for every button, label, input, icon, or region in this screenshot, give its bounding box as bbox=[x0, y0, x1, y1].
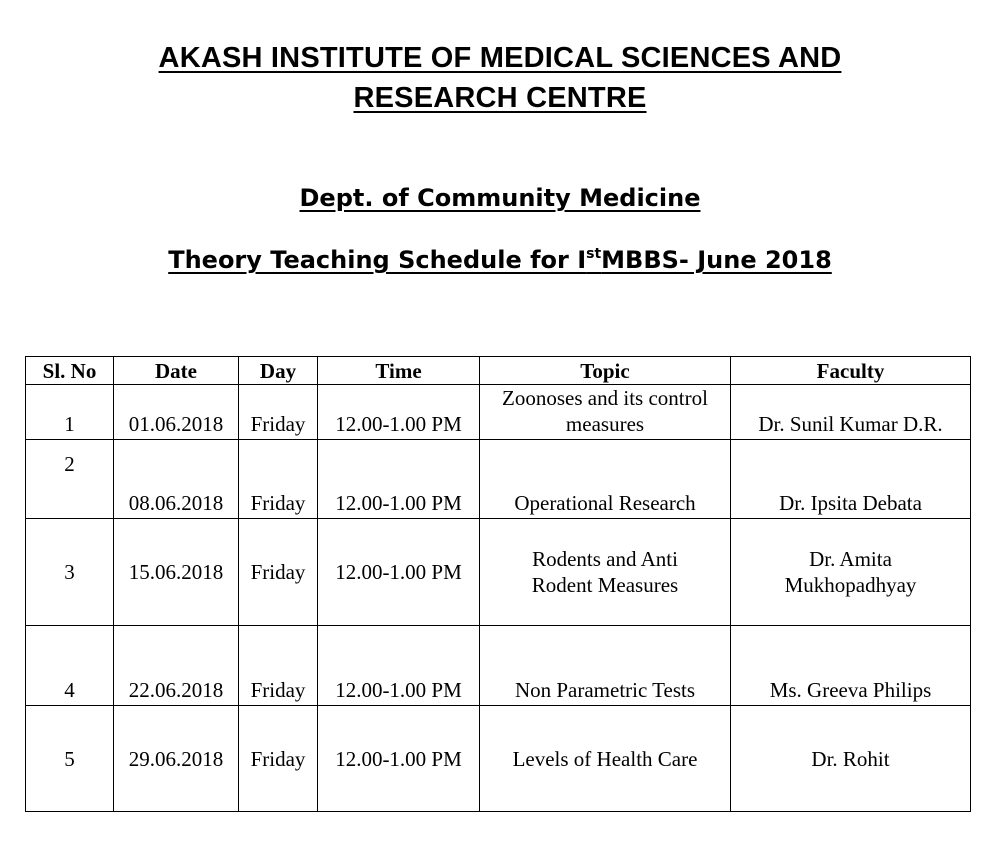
table-row bbox=[26, 519, 971, 626]
cell-faculty bbox=[731, 706, 971, 812]
cell-faculty-line1: Dr. Ipsita Debata bbox=[779, 491, 922, 515]
schedule-heading bbox=[0, 240, 1000, 280]
institute-title bbox=[0, 38, 1000, 118]
department-heading bbox=[0, 178, 1000, 218]
column-header-faculty: Faculty bbox=[731, 357, 971, 385]
cell-day: Friday bbox=[239, 706, 318, 812]
table-header-row bbox=[26, 357, 971, 385]
column-header-date: Date bbox=[114, 357, 239, 385]
cell-faculty bbox=[731, 440, 971, 519]
cell-topic-line1: Non Parametric Tests bbox=[514, 678, 696, 702]
cell-day: Friday bbox=[239, 440, 318, 519]
cell-sl-no: 3 bbox=[26, 519, 114, 626]
table-row bbox=[26, 706, 971, 812]
cell-sl-no-value: 2 bbox=[64, 452, 75, 476]
schedule-table bbox=[25, 356, 971, 812]
table-row bbox=[26, 440, 971, 519]
cell-faculty-line2: Mukhopadhyay bbox=[784, 573, 917, 597]
table-row bbox=[26, 385, 971, 440]
column-header-topic: Topic bbox=[480, 357, 731, 385]
cell-date: 29.06.2018 bbox=[114, 706, 239, 812]
cell-date: 08.06.2018 bbox=[114, 440, 239, 519]
institute-title-line1: AKASH INSTITUTE OF MEDICAL SCIENCES AND bbox=[158, 42, 842, 74]
cell-faculty bbox=[731, 626, 971, 706]
cell-faculty bbox=[731, 385, 971, 440]
cell-date: 22.06.2018 bbox=[114, 626, 239, 706]
cell-faculty bbox=[731, 519, 971, 626]
cell-topic bbox=[480, 385, 731, 440]
column-header-day: Day bbox=[239, 357, 318, 385]
schedule-title-superscript: st bbox=[586, 246, 602, 262]
table-row bbox=[26, 626, 971, 706]
column-header-sl-no: Sl. No bbox=[26, 357, 114, 385]
schedule-title-prefix: Theory Teaching Schedule for I bbox=[168, 246, 587, 274]
cell-faculty-line1: Dr. Sunil Kumar D.R. bbox=[758, 412, 943, 436]
cell-time: 12.00-1.00 PM bbox=[318, 519, 480, 626]
cell-topic-line1: Rodents and Anti bbox=[532, 547, 678, 571]
cell-day: Friday bbox=[239, 385, 318, 440]
cell-time: 12.00-1.00 PM bbox=[318, 706, 480, 812]
cell-topic-line2: measures bbox=[565, 412, 645, 436]
institute-title-line2: RESEARCH CENTRE bbox=[353, 82, 647, 114]
cell-topic bbox=[480, 519, 731, 626]
cell-topic bbox=[480, 440, 731, 519]
cell-time: 12.00-1.00 PM bbox=[318, 440, 480, 519]
cell-topic-line2: Rodent Measures bbox=[531, 573, 679, 597]
cell-sl-no: 5 bbox=[26, 706, 114, 812]
cell-topic-line1: Levels of Health Care bbox=[512, 746, 698, 771]
cell-day: Friday bbox=[239, 519, 318, 626]
cell-topic-line1: Operational Research bbox=[514, 491, 696, 515]
cell-sl-no: 4 bbox=[26, 626, 114, 706]
cell-date: 15.06.2018 bbox=[114, 519, 239, 626]
cell-sl-no bbox=[26, 440, 114, 519]
cell-day: Friday bbox=[239, 626, 318, 706]
schedule-title-suffix: MBBS- June 2018 bbox=[601, 246, 832, 274]
cell-time: 12.00-1.00 PM bbox=[318, 626, 480, 706]
cell-sl-no: 1 bbox=[26, 385, 114, 440]
cell-date: 01.06.2018 bbox=[114, 385, 239, 440]
cell-faculty-line1: Ms. Greeva Philips bbox=[769, 678, 932, 702]
department-name: Dept. of Community Medicine bbox=[299, 184, 701, 212]
schedule-title bbox=[168, 246, 832, 274]
cell-topic bbox=[480, 706, 731, 812]
cell-faculty-line1: Dr. Rohit bbox=[811, 746, 890, 771]
cell-faculty-line1: Dr. Amita bbox=[809, 547, 892, 571]
cell-topic-line1: Zoonoses and its control bbox=[502, 386, 708, 410]
cell-time: 12.00-1.00 PM bbox=[318, 385, 480, 440]
cell-topic bbox=[480, 626, 731, 706]
column-header-time: Time bbox=[318, 357, 480, 385]
